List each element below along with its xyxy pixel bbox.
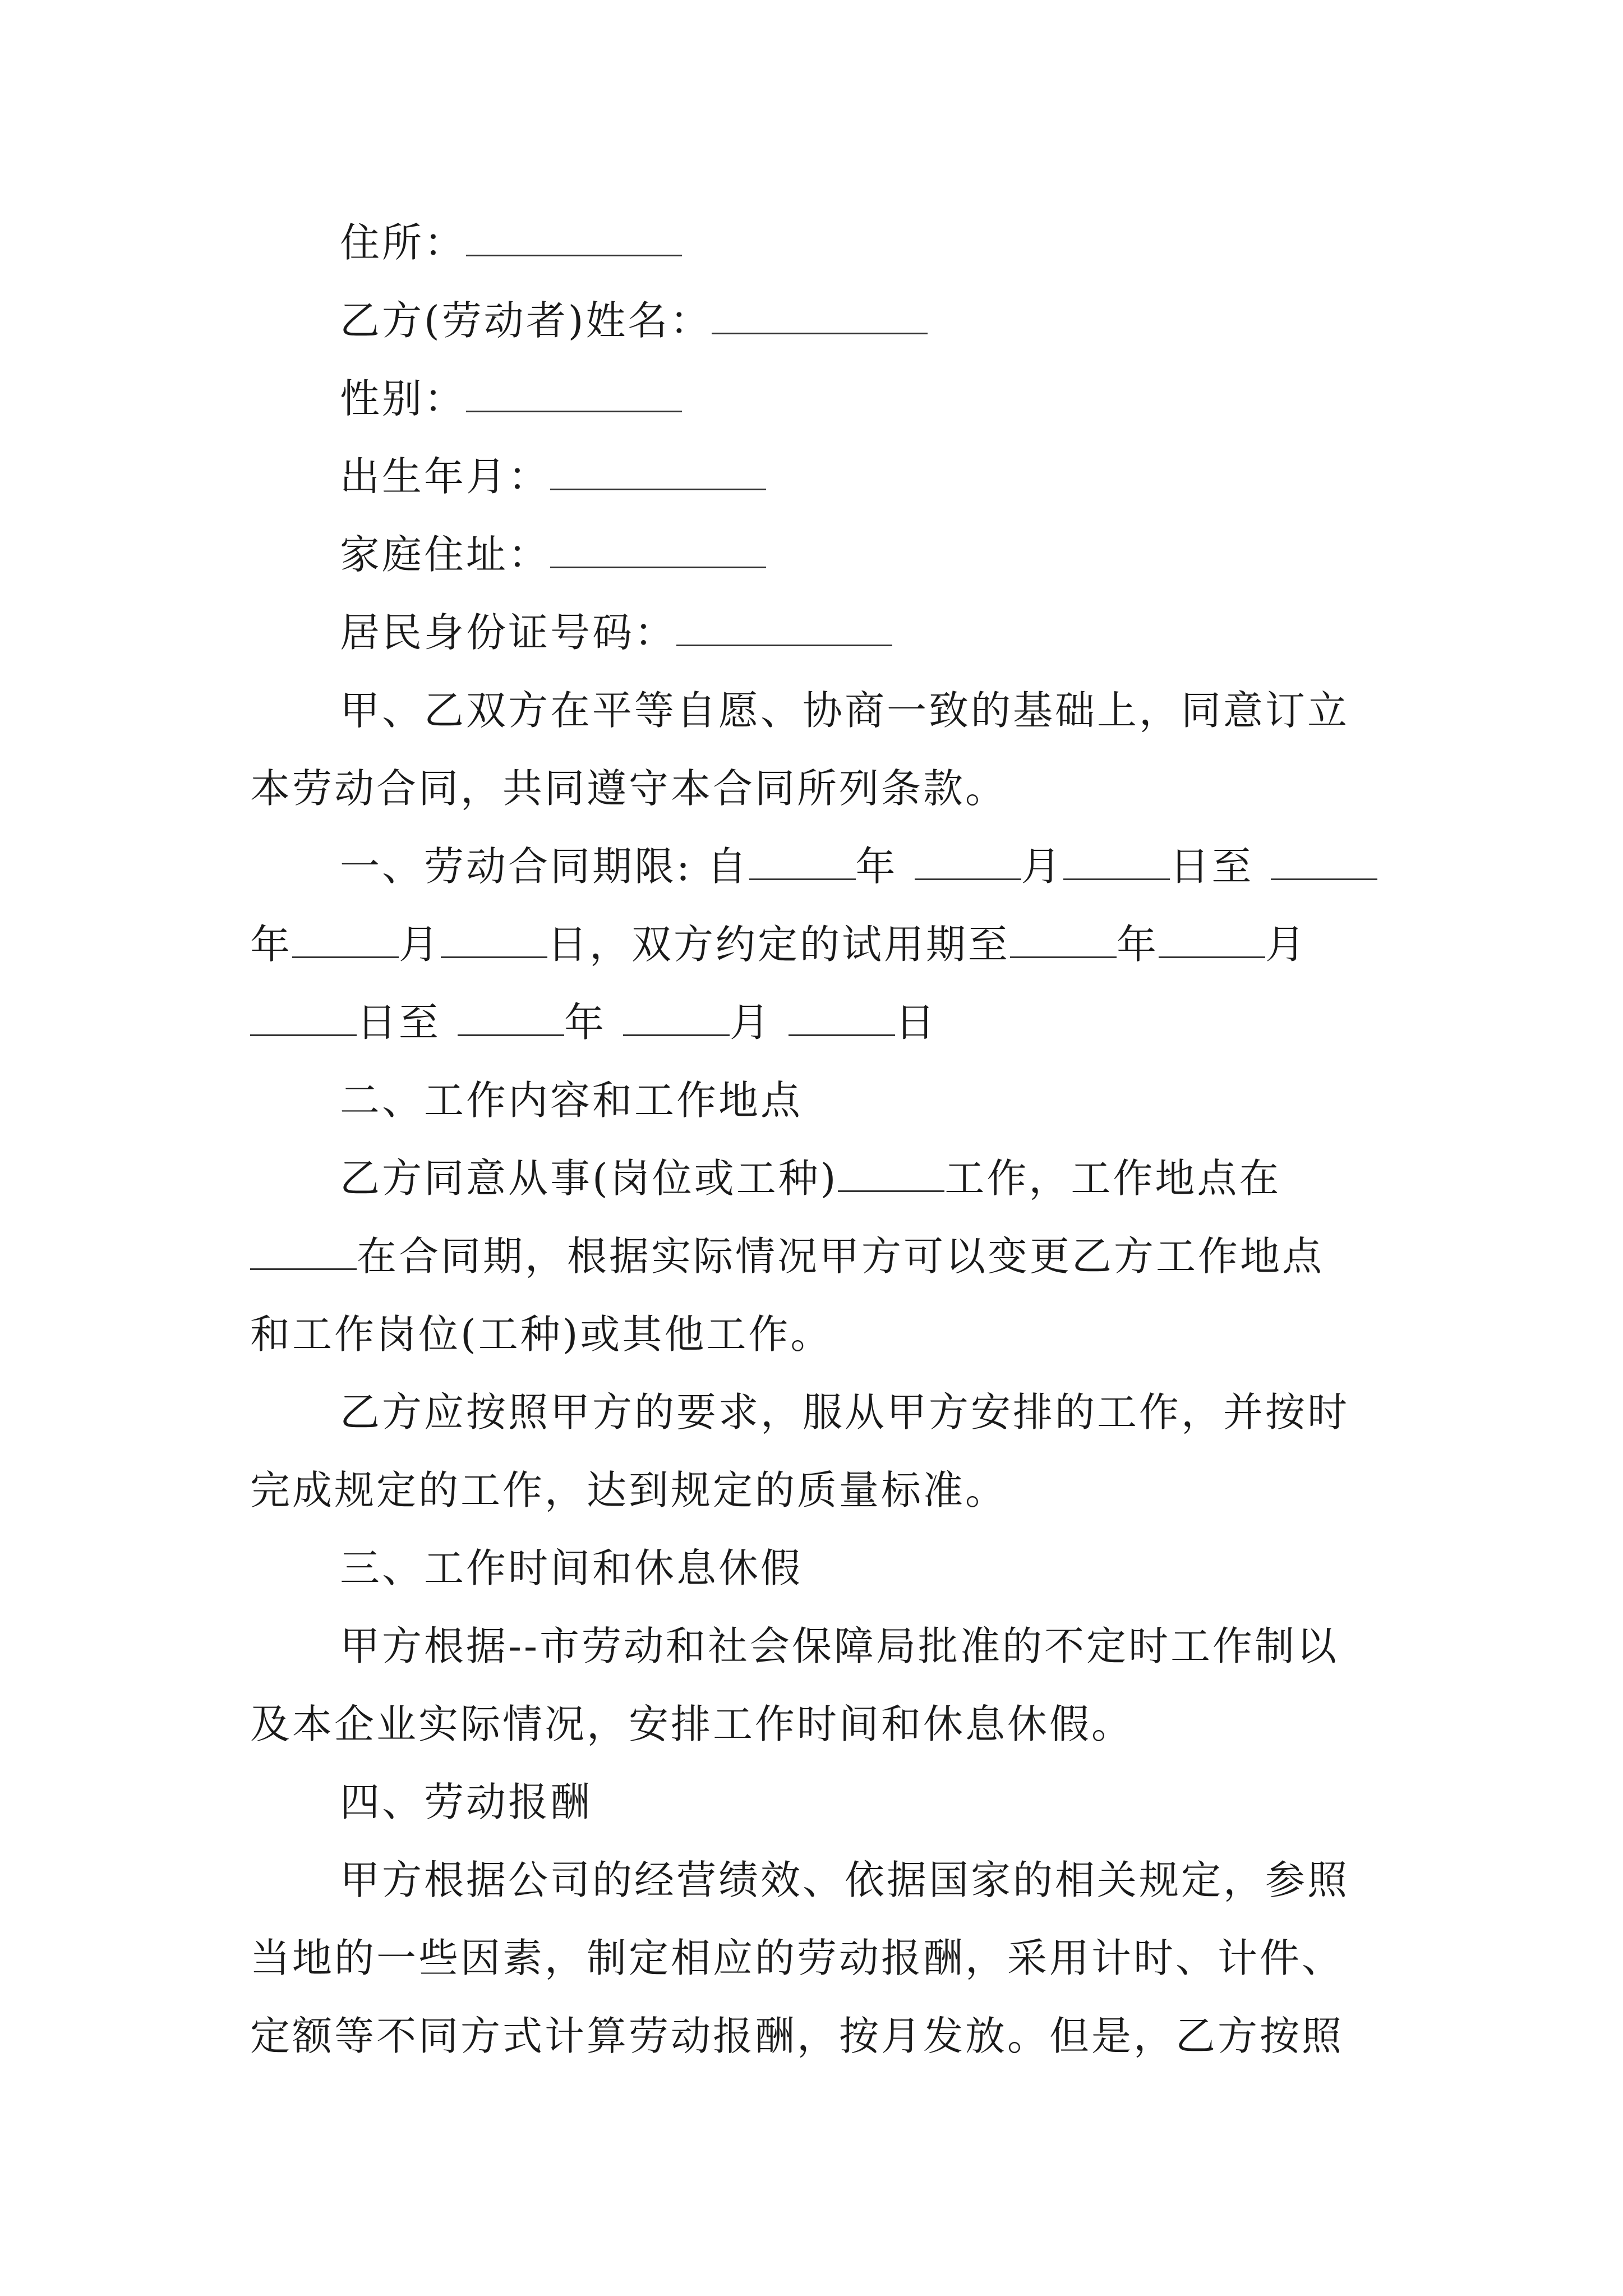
gender-blank xyxy=(466,378,682,412)
term-end-year-blank xyxy=(1271,846,1377,880)
term-month-label: 月 xyxy=(1021,843,1063,890)
section-2-text-c: 在合同期，根据实际情况甲方可以变更乙方工作地点 xyxy=(357,1233,1325,1280)
term-dayto-label: 日至 xyxy=(1169,843,1254,890)
location-blank xyxy=(250,1236,357,1270)
term-year-label: 年 xyxy=(564,999,607,1046)
term-dayto-label: 日至 xyxy=(357,999,441,1046)
term-month-label: 月 xyxy=(730,999,772,1046)
section-2-line-1 xyxy=(340,1153,1281,1204)
term-start-year-blank xyxy=(749,846,856,880)
term-probation-label: 日，双方约定的试用期至 xyxy=(547,921,1011,968)
section-3-line-1: 甲方根据--市劳动和社会保障局批准的不定时工作制以 xyxy=(340,1623,1339,1669)
section-4-line-2: 当地的一些因素，制定相应的劳动报酬，采用计时、计件、 xyxy=(250,1935,1344,1981)
job-blank xyxy=(838,1158,944,1192)
section-2-title: 二、工作内容和工作地点 xyxy=(340,1077,803,1124)
term-end-month-blank xyxy=(292,924,399,958)
section-4-title: 四、劳动报酬 xyxy=(340,1779,593,1825)
employee-name-line xyxy=(340,296,928,346)
probation-end-year-blank xyxy=(458,1002,564,1036)
probation-end-month-blank xyxy=(623,1002,730,1036)
term-day-label: 日 xyxy=(895,999,938,1046)
birth-blank xyxy=(550,456,766,490)
probation-year-blank xyxy=(1010,924,1117,958)
address-line xyxy=(340,218,682,268)
home-address-blank xyxy=(550,534,766,568)
term-end-day-blank xyxy=(441,924,547,958)
term-start-month-blank xyxy=(915,846,1021,880)
employee-name-label: 乙方(劳动者)姓名： xyxy=(340,297,712,344)
id-label: 居民身份证号码： xyxy=(340,609,677,656)
section-4-line-3: 定额等不同方式计算劳动报酬，按月发放。但是，乙方按照 xyxy=(250,2013,1344,2059)
term-year-label: 年 xyxy=(250,921,293,968)
section-2-line-2 xyxy=(250,1231,1324,1282)
probation-day-blank xyxy=(250,1002,357,1036)
home-address-label: 家庭住址： xyxy=(340,531,551,578)
term-line-3 xyxy=(250,997,937,1048)
employee-name-blank xyxy=(712,300,928,334)
term-start-day-blank xyxy=(1063,846,1170,880)
term-month-label: 月 xyxy=(399,921,441,968)
term-line-2 xyxy=(250,919,1307,970)
term-prefix: 一、劳动合同期限: 自 xyxy=(340,843,749,890)
section-4-line-1: 甲方根据公司的经营绩效、依据国家的相关规定，参照 xyxy=(340,1857,1350,1903)
probation-end-day-blank xyxy=(789,1002,895,1036)
term-year-label: 年 xyxy=(855,843,898,890)
term-month-label: 月 xyxy=(1265,921,1308,968)
gender-label: 性别： xyxy=(340,375,467,422)
id-blank xyxy=(676,612,892,646)
gender-line xyxy=(340,374,682,424)
birth-line xyxy=(340,452,766,502)
home-address-line xyxy=(340,530,766,580)
section-2-p2-line-1: 乙方应按照甲方的要求，服从甲方安排的工作，并按时 xyxy=(340,1389,1350,1435)
address-blank xyxy=(466,222,682,256)
term-line-1 xyxy=(340,841,1377,892)
section-3-title: 三、工作时间和休息休假 xyxy=(340,1545,803,1591)
probation-month-blank xyxy=(1159,924,1265,958)
birth-label: 出生年月： xyxy=(340,453,551,500)
section-2-text-b: 工作，工作地点在 xyxy=(944,1155,1281,1202)
section-2-line-3: 和工作岗位(工种)或其他工作。 xyxy=(250,1311,833,1358)
section-2-p2-line-2: 完成规定的工作，达到规定的质量标准。 xyxy=(250,1467,1008,1513)
term-year-label: 年 xyxy=(1117,921,1159,968)
id-line xyxy=(340,608,892,658)
intro-line-1: 甲、乙双方在平等自愿、协商一致的基础上，同意订立 xyxy=(340,687,1350,734)
section-3-line-2: 及本企业实际情况，安排工作时间和休息休假。 xyxy=(250,1701,1134,1747)
address-label: 住所： xyxy=(340,219,467,266)
section-2-text-a: 乙方同意从事(岗位或工种) xyxy=(340,1155,838,1202)
intro-line-2: 本劳动合同，共同遵守本合同所列条款。 xyxy=(250,765,1008,812)
